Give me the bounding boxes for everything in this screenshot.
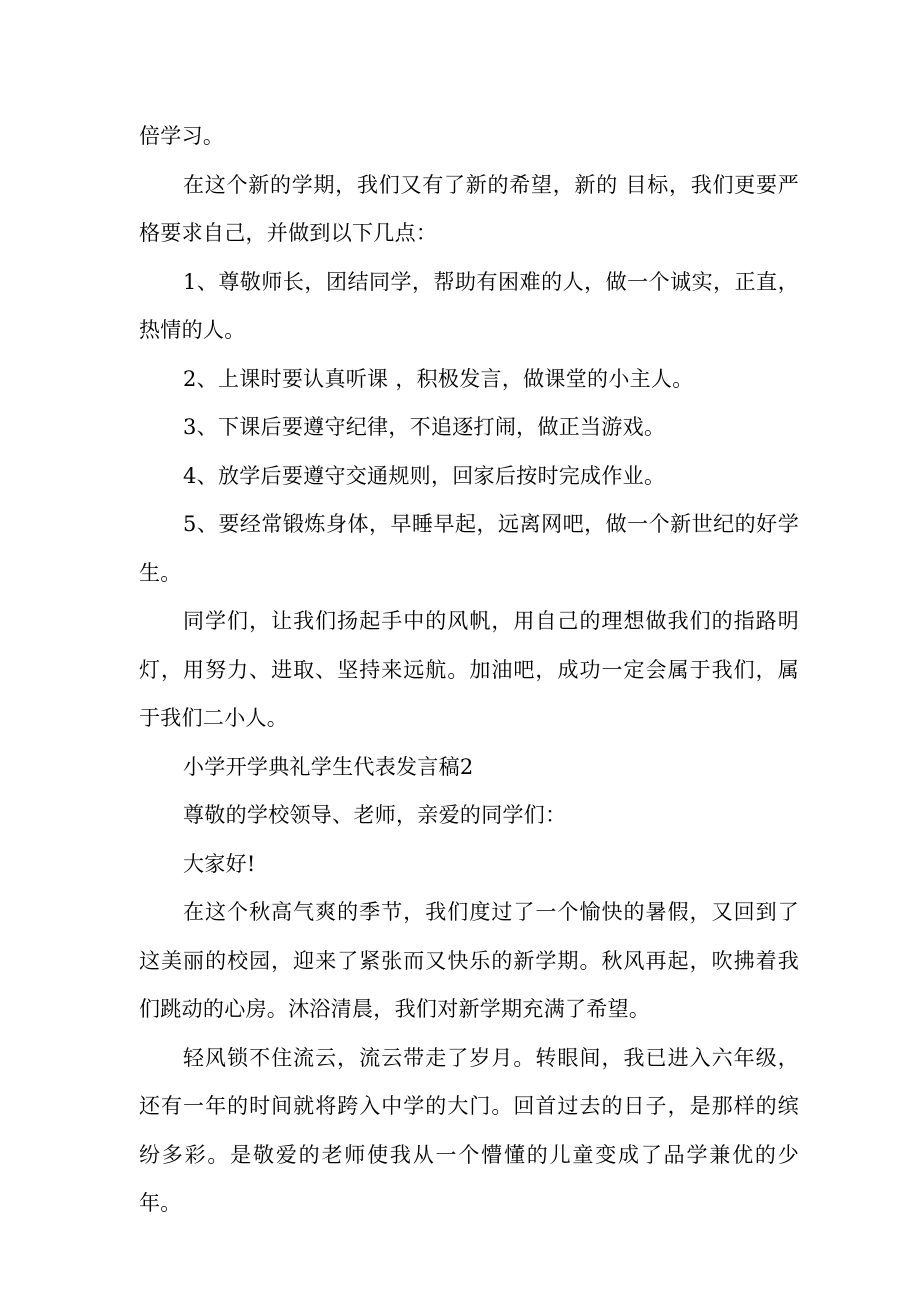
paragraph-closing: 同学们，让我们扬起手中的风帆，用自己的理想做我们的指路明灯，用努力、进取、坚持来远航。加油吧，成功一定会属于我们，属于我们二小人。 <box>139 609 799 730</box>
section-title: 小学开学典礼学生代表发言稿2 <box>183 754 474 779</box>
list-item-5: 5、要经常锻炼身体，早睡早起，远离网吧，做一个新世纪的好学生。 <box>139 512 799 585</box>
list-item-4: 4、放学后要遵守交通规则，回家后按时完成作业。 <box>183 463 666 488</box>
document-body <box>139 112 799 1228</box>
paragraph-sixth-grade: 轻风锁不住流云，流云带走了岁月。转眼间，我已进入六年级，还有一年的时间就将跨入中学的大门。回首过去的日子，是那样的缤纷多彩。是敬爱的老师使我从一个懵懂的儿童变成了品学兼优的少年。 <box>139 1045 799 1215</box>
paragraph-new-semester: 在这个新的学期，我们又有了新的希望，新的 目标，我们更要严格要求自己，并做到以下几点： <box>139 172 799 245</box>
paragraph-autumn: 在这个秋高气爽的季节，我们度过了一个愉快的暑假，又回到了这美丽的校园，迎来了紧张而又快乐的新学期。秋风再起，吹拂着我们跳动的心房。沐浴清晨，我们对新学期充满了希望。 <box>139 900 799 1021</box>
list-item-1: 1、尊敬师长，团结同学，帮助有困难的人，做一个诚实，正直，热情的人。 <box>139 269 799 342</box>
list-item-3: 3、下课后要遵守纪律，不追逐打闹，做正当游戏。 <box>183 415 666 439</box>
greeting: 大家好! <box>183 851 256 876</box>
paragraph-continuation: 倍学习。 <box>139 124 225 148</box>
list-item-2: 2、上课时要认真听课 ，积极发言，做课堂的小主人。 <box>183 366 694 391</box>
salutation: 尊敬的学校领导、老师，亲爱的同学们： <box>183 803 567 827</box>
